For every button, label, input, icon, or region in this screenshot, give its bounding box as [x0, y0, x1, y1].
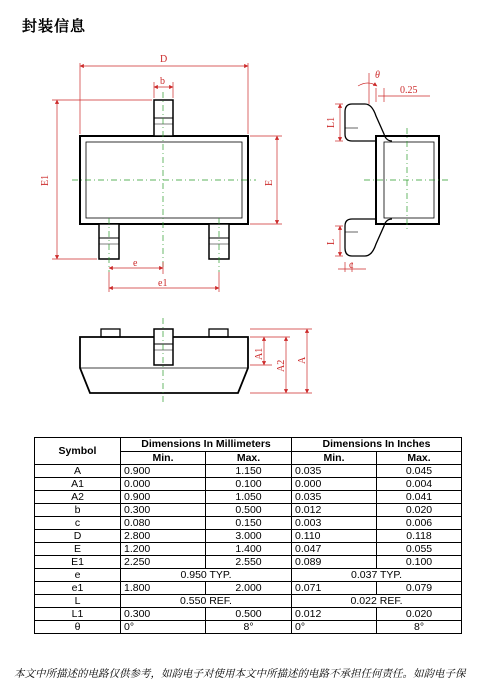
- dim-label-L1: L1: [326, 116, 337, 128]
- table-cell: 2.550: [206, 556, 292, 569]
- mm-group-header: Dimensions In Millimeters: [121, 438, 292, 452]
- table-row: [35, 543, 462, 556]
- table-cell: 0.022 REF.: [292, 595, 462, 608]
- table-cell: 0°: [292, 621, 377, 634]
- table-cell: A2: [35, 491, 121, 504]
- table-cell: 0°: [121, 621, 206, 634]
- table-cell: 0.045: [377, 465, 462, 478]
- table-row: [35, 517, 462, 530]
- table-cell: 1.050: [206, 491, 292, 504]
- table-row: [35, 556, 462, 569]
- table-cell: 0.100: [206, 478, 292, 491]
- table-cell: 0.950 TYP.: [121, 569, 292, 582]
- table-cell: 1.400: [206, 543, 292, 556]
- table-cell: 0.500: [206, 504, 292, 517]
- dim-label-theta: θ: [375, 70, 380, 81]
- table-cell: 1.150: [206, 465, 292, 478]
- table-cell: 0.012: [292, 608, 377, 621]
- dim-label-E: E: [264, 179, 275, 186]
- table-cell: L: [35, 595, 121, 608]
- dim-label-b: b: [160, 76, 165, 87]
- table-cell: 0.150: [206, 517, 292, 530]
- table-cell: 0.079: [377, 582, 462, 595]
- table-cell: θ: [35, 621, 121, 634]
- table-cell: 0.118: [377, 530, 462, 543]
- table-row: [35, 465, 462, 478]
- table-cell: 0.071: [292, 582, 377, 595]
- dim-label-e1: e1: [158, 278, 168, 289]
- table-cell: e1: [35, 582, 121, 595]
- dim-label-gauge: 0.25: [400, 85, 418, 96]
- front-lead-center: [154, 329, 173, 365]
- table-cell: 0.020: [377, 608, 462, 621]
- table-cell: 0.000: [292, 478, 377, 491]
- table-row: [35, 582, 462, 595]
- table-cell: A1: [35, 478, 121, 491]
- footer-disclaimer: 本文中所描述的电路仅供参考，如韵电子对使用本文中所描述的电路不承担任何责任。如韵电子保: [14, 668, 466, 680]
- inch-group-header: Dimensions In Inches: [292, 438, 462, 452]
- table-cell: 0.004: [377, 478, 462, 491]
- dim-label-e: e: [133, 258, 138, 269]
- table-row: [35, 608, 462, 621]
- top-view: [80, 100, 248, 259]
- table-cell: 0.900: [121, 491, 206, 504]
- table-row: [35, 595, 462, 608]
- side-bottom-lead: [345, 219, 392, 256]
- table-cell: 0.080: [121, 517, 206, 530]
- table-row: [35, 478, 462, 491]
- in-min-header: Min.: [292, 452, 377, 465]
- table-cell: 0.500: [206, 608, 292, 621]
- table-cell: 0.000: [121, 478, 206, 491]
- side-top-lead: [345, 104, 392, 141]
- front-view: [80, 329, 248, 393]
- table-cell: 0.035: [292, 465, 377, 478]
- table-cell: E: [35, 543, 121, 556]
- table-cell: 0.110: [292, 530, 377, 543]
- table-cell: 8°: [377, 621, 462, 634]
- in-max-header: Max.: [377, 452, 462, 465]
- table-cell: 0.047: [292, 543, 377, 556]
- table-cell: L1: [35, 608, 121, 621]
- table-cell: 0.089: [292, 556, 377, 569]
- table-cell: A: [35, 465, 121, 478]
- dim-label-D: D: [160, 54, 168, 65]
- side-view-dimensions: [335, 73, 430, 272]
- symbol-header: Symbol: [35, 438, 121, 465]
- table-cell: b: [35, 504, 121, 517]
- table-cell: 0.006: [377, 517, 462, 530]
- table-cell: E1: [35, 556, 121, 569]
- table-cell: 2.250: [121, 556, 206, 569]
- dim-label-A2: A2: [276, 359, 287, 372]
- table-cell: D: [35, 530, 121, 543]
- table-cell: 0.037 TYP.: [292, 569, 462, 582]
- table-cell: 0.300: [121, 608, 206, 621]
- table-cell: 0.300: [121, 504, 206, 517]
- dim-label-E1: E1: [40, 174, 51, 186]
- table-cell: 0.900: [121, 465, 206, 478]
- dim-label-c: c: [349, 260, 354, 271]
- table-cell: 0.003: [292, 517, 377, 530]
- mm-max-header: Max.: [206, 452, 292, 465]
- page-title: 封装信息: [22, 17, 87, 35]
- table-row: [35, 621, 462, 634]
- dim-label-A1: A1: [254, 347, 265, 360]
- dim-label-A: A: [297, 356, 308, 364]
- table-cell: 0.012: [292, 504, 377, 517]
- table-cell: 0.020: [377, 504, 462, 517]
- table-cell: 2.800: [121, 530, 206, 543]
- table-row: [35, 504, 462, 517]
- table-cell: 0.041: [377, 491, 462, 504]
- table-row: [35, 491, 462, 504]
- table-cell: 2.000: [206, 582, 292, 595]
- table-cell: 8°: [206, 621, 292, 634]
- table-row: [35, 569, 462, 582]
- table-cell: e: [35, 569, 121, 582]
- table-cell: 0.035: [292, 491, 377, 504]
- table-cell: 3.000: [206, 530, 292, 543]
- dimensions-table: [34, 437, 462, 634]
- table-cell: 1.200: [121, 543, 206, 556]
- table-cell: c: [35, 517, 121, 530]
- dim-label-L: L: [326, 238, 337, 245]
- table-row: [35, 530, 462, 543]
- table-cell: 1.800: [121, 582, 206, 595]
- mm-min-header: Min.: [121, 452, 206, 465]
- dimensions-table-body: [35, 465, 462, 634]
- front-lead-left: [101, 329, 120, 337]
- table-cell: 0.055: [377, 543, 462, 556]
- table-cell: 0.550 REF.: [121, 595, 292, 608]
- table-cell: 0.100: [377, 556, 462, 569]
- front-lead-right: [209, 329, 228, 337]
